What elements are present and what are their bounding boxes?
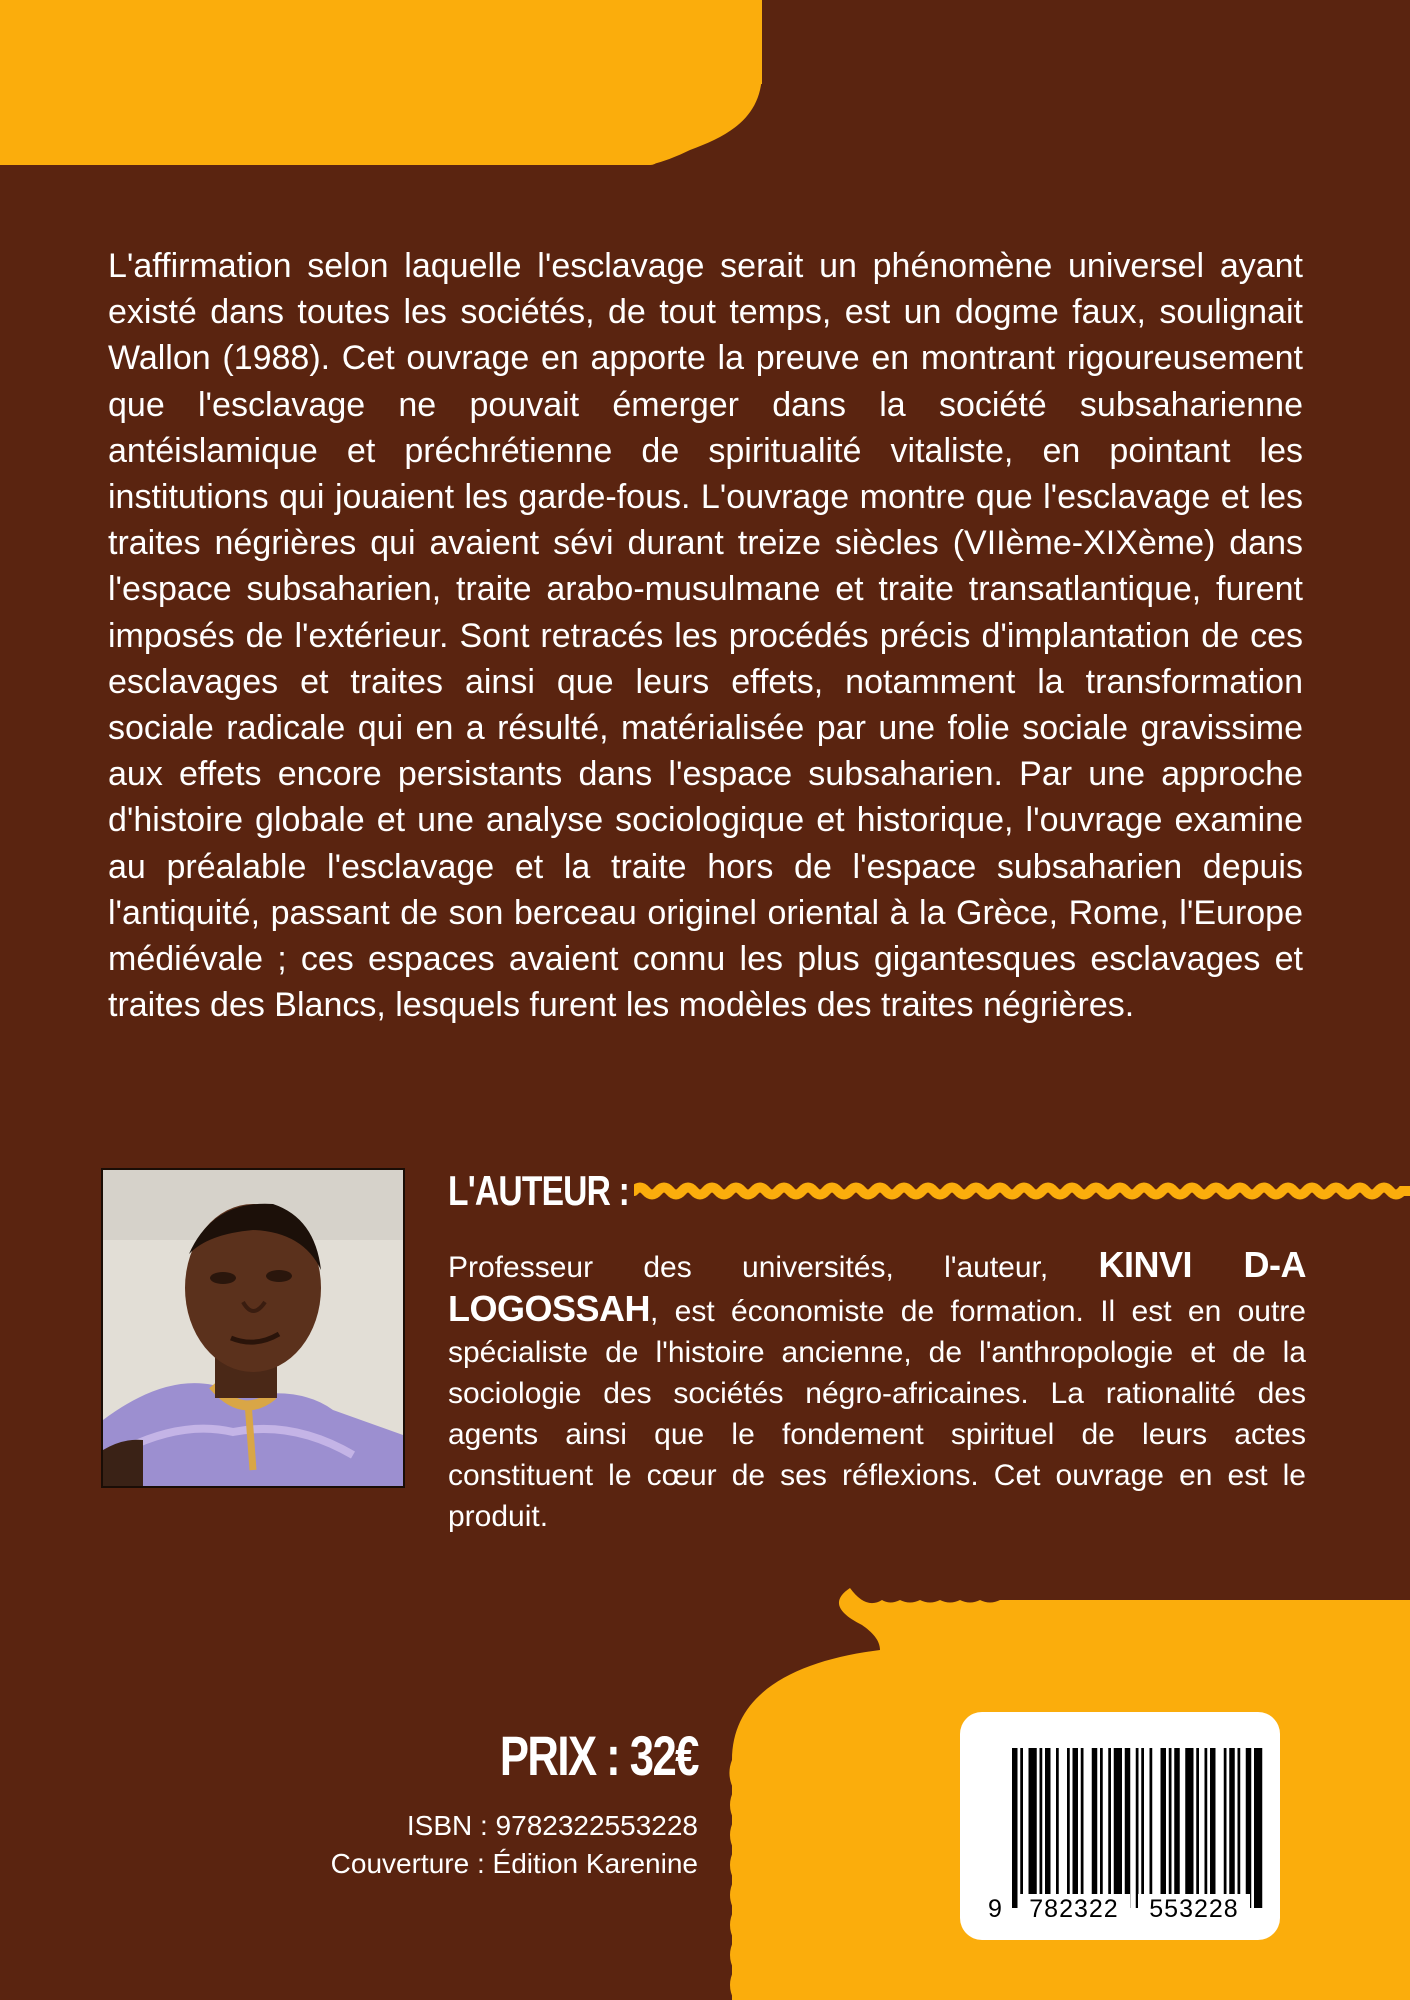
barcode-digits-left: 782322 — [1018, 1894, 1130, 1924]
barcode-bar — [1229, 1748, 1235, 1908]
barcode-bar — [1040, 1748, 1043, 1908]
author-heading: L'AUTEUR : — [448, 1167, 630, 1214]
barcode-bar — [1205, 1748, 1208, 1908]
author-bio — [448, 1244, 1306, 1537]
summary-text: L'affirmation selon laquelle l'esclavage serait un phénomène universel ayant existé dans toutes les sociétés, de tout temps, est un dogme faux, soulignait Wallon (1988). Cet ouvrage en apporte la preuve en montrant rigoureusement que l'esclavage ne pouvait émerger dans la société subsaharienne antéislamique et préchrétienne de spiritualité vitaliste, en pointant les institutions qui jouaient les garde-fous. L'ouvrage montre que l'esclavage et les traites négrières qui avaient sévi durant treize siècles (VIIème-XIXème) dans l'espace subsaharien, traite arabo-musulmane et traite transatlantique, furent imposés de l'extérieur. Sont retracés les procédés précis d'implantation de ces esclavages et traites ainsi que leurs effets, notamment la transformation sociale radicale qui en a résulté, matérialisée par une folie sociale gravissime aux effets encore persistants dans l'espace subsaharien. Par une approche d'histoire globale et une analyse sociologique et historique, l'ouvrage examine au préalable l'esclavage et la traite hors de l'espace subsaharien depuis l'antiquité, passant de son berceau originel oriental à la Grèce, Rome, l'Europe médiévale ; ces espaces avaient connu les plus gigantesques esclavages et traites des Blancs, lesquels furent les modèles des traites négrières. — [108, 247, 1303, 1025]
barcode-bar — [1020, 1748, 1023, 1908]
cover-credit: Couverture : Édition Karenine — [330, 1848, 698, 1879]
barcode-bar — [1125, 1748, 1131, 1908]
barcode-bar — [1114, 1748, 1122, 1908]
barcode — [960, 1712, 1280, 1940]
barcode-bar — [1141, 1748, 1144, 1908]
barcode-bar — [1246, 1748, 1252, 1908]
barcode-bar — [1092, 1748, 1098, 1908]
barcode-digits — [988, 1894, 1258, 1924]
heading-underline-decoration — [634, 1180, 1410, 1202]
barcode-bar — [1254, 1748, 1262, 1908]
author-photo — [101, 1168, 405, 1488]
barcode-bar — [1210, 1748, 1216, 1908]
barcode-bar — [1136, 1748, 1139, 1908]
barcode-digit-first: 9 — [988, 1895, 1002, 1923]
price-label: PRIX : 32€ — [499, 1724, 698, 1787]
barcode-bar — [1108, 1748, 1111, 1908]
barcode-digits-right: 553228 — [1138, 1894, 1250, 1924]
barcode-bar — [1161, 1748, 1167, 1908]
barcode-bar — [1196, 1748, 1199, 1908]
barcode-bar — [1073, 1748, 1079, 1908]
author-name: KINVI D-A LOGOSSAH — [448, 1244, 1307, 1329]
bio-intro: Professeur des universités, l'auteur, — [448, 1251, 1099, 1284]
barcode-bar — [1100, 1748, 1103, 1908]
barcode-bar — [1056, 1748, 1059, 1908]
barcode-bar — [1150, 1748, 1153, 1908]
barcode-bar — [1029, 1748, 1037, 1908]
barcode-bar — [1067, 1748, 1070, 1908]
barcode-bar — [1185, 1748, 1193, 1908]
barcode-bar — [1012, 1748, 1018, 1908]
barcode-bar — [1045, 1748, 1051, 1908]
barcode-bar — [1224, 1748, 1227, 1908]
bio-body: , est économiste de formation. Il est en outre spécialiste de l'histoire ancienne, de l'anthropologie et de la sociologie des sociétés négro-africaines. La rationalité des agents ainsi que le fondement spirituel de leurs actes constituent le cœur de ses réflexions. Cet ouvrage en est le produit. — [448, 1295, 1306, 1533]
barcode-bar — [1174, 1748, 1180, 1908]
barcode-bar — [1169, 1748, 1172, 1908]
isbn-label: ISBN : 9782322553228 — [406, 1810, 698, 1841]
barcode-bar — [1081, 1748, 1084, 1908]
barcode-bar — [1238, 1748, 1241, 1908]
